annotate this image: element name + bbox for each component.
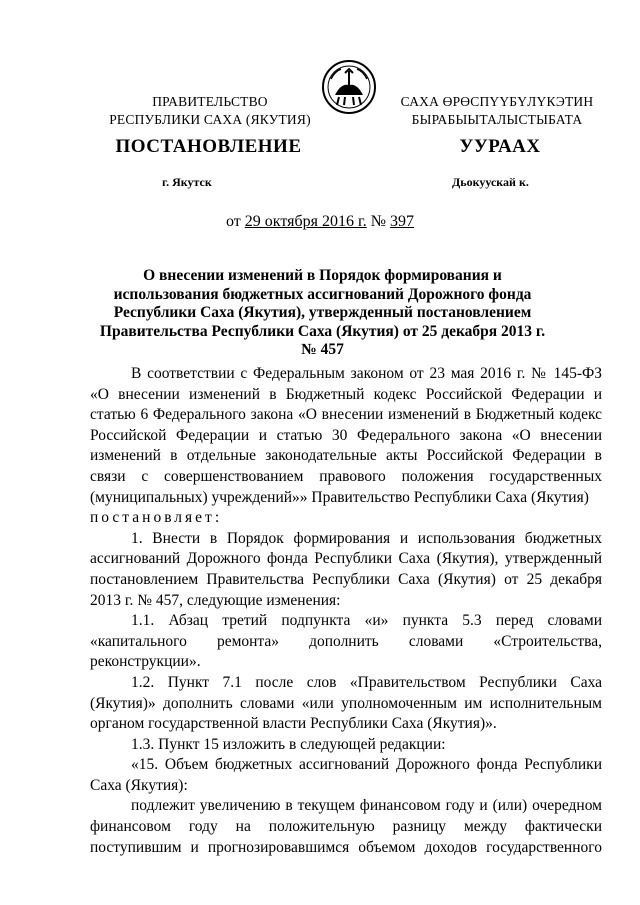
government-name-yakut: [392, 93, 602, 129]
paragraph-15-a: подлежит увеличению в текущем финансовом году и (или) очередном финансовом году на положительную разницу между фактически поступившим и прогнозировавшимся объемом доходов государственного: [90, 797, 602, 856]
doc-type-russian: ПОСТАНОВЛЕНИЕ: [115, 136, 302, 157]
city-russian: г. Якутск: [162, 175, 212, 189]
org-left-line-1: ПРАВИТЕЛЬСТВО: [152, 94, 268, 109]
paragraph-15: «15. Объем бюджетных ассигнований Дорожного фонда Республики Саха (Якутия):: [90, 756, 602, 794]
government-name-russian: [105, 93, 315, 129]
org-right-line-1: САХА ӨРӨСПҮҮБҮЛҮКЭТИН: [400, 94, 594, 109]
city-yakut: Дьокуускай к.: [452, 175, 529, 189]
decree-date-line: [0, 213, 640, 231]
document-title: О внесении изменений в Порядок формирования и использования бюджетных ассигнований Дорожного фонда Республики Саха (Якутия), утвержденный постановлением Правительства Республики Саха (Якутия) от 25 декабря 2013 г. № 457: [99, 267, 546, 358]
document-body: [90, 364, 602, 858]
decree-number: 397: [390, 213, 414, 230]
decree-keyword: постановляет:: [90, 509, 223, 527]
paragraph-1-3: 1.3. Пункт 15 изложить в следующей редакции:: [131, 735, 446, 753]
number-label: №: [366, 213, 390, 230]
doc-type-yakut: УУРААХ: [459, 136, 541, 157]
decree-date: 29 октября 2016 г.: [244, 213, 367, 230]
intro-paragraph: В соответствии с Федеральным законом от 23 мая 2016 г. № 145-ФЗ «О внесении изменений в Бюджетный кодекс Российской Федерации и статью 6 Федерального закона «О внесении изменений в Бюджетный кодекс Российской Федерации и статью 30 Федерального закона «О внесении изменений в отдельные законодательные акты Российской Федерации в связи с совершенствованием правового положения государственных (муниципальных) учреждений»» Правительство Республики Саха (Якутия): [90, 365, 602, 506]
paragraph-1: 1. Внести в Порядок формирования и использования бюджетных ассигнований Дорожного фонда Республики Саха (Якутия), утвержденный постановлением Правительства Республики Саха (Якутия) от 25 декабря 2013 г. № 457, следующие изменения:: [90, 529, 602, 609]
paragraph-1-1: 1.1. Абзац третий подпункта «и» пункта 5.3 перед словами «капитального ремонта» дополнить словами «Строительства, реконструкции».: [90, 612, 602, 671]
yakutia-coat-of-arms-icon: [321, 57, 377, 117]
org-right-line-2: БЫРАБЫЫТАЛЫСТЫБАТА: [411, 112, 583, 127]
date-prefix: от: [225, 213, 245, 230]
org-left-line-2: РЕСПУБЛИКИ САХА (ЯКУТИЯ): [109, 112, 311, 127]
paragraph-1-2: 1.2. Пункт 7.1 после слов «Правительством Республики Саха (Якутия)» дополнить словами «или уполномоченным им исполнительным органом государственной власти Республики Саха (Якутия)».: [90, 673, 602, 733]
